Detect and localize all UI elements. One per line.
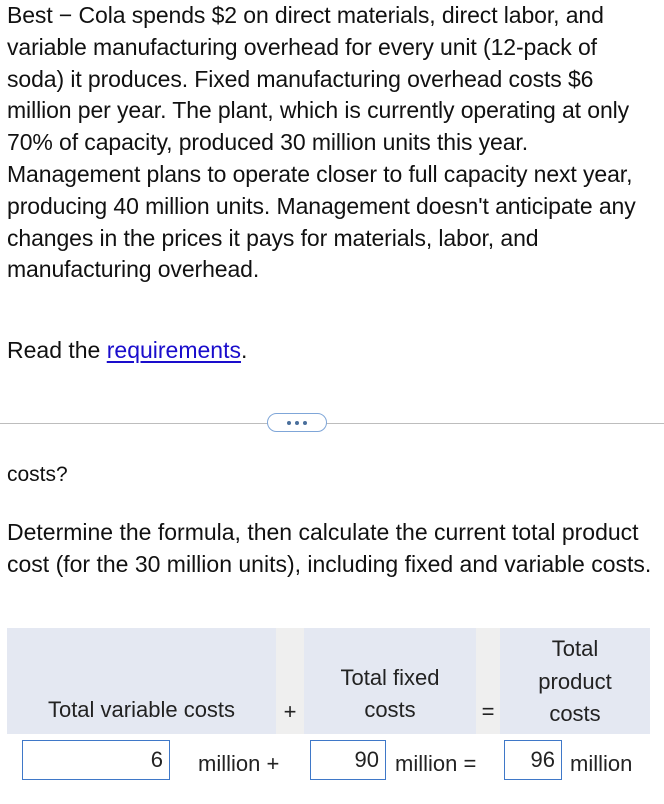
requirements-link[interactable]: requirements	[106, 337, 241, 363]
header-plus-operator: +	[283, 699, 297, 724]
header-total-variable-costs: Total variable costs	[47, 697, 236, 722]
header-total-fixed-costs-line1: Total fixed	[340, 665, 440, 690]
million-plus-label: million +	[198, 751, 280, 776]
more-dot-icon	[287, 421, 291, 425]
header-equals-operator: =	[481, 699, 495, 724]
truncated-question-text: costs?	[7, 463, 68, 486]
more-dot-icon	[303, 421, 307, 425]
header-total-product-costs-line1: Total	[551, 636, 599, 661]
more-dot-icon	[295, 421, 299, 425]
read-requirements-line	[7, 334, 247, 366]
read-prefix: Read the	[7, 337, 107, 363]
instruction-text: Determine the formula, then calculate the current total product cost (for the 30 million units), including fixed and variable costs.	[7, 519, 652, 577]
fixed-costs-input[interactable]: 90	[310, 740, 386, 780]
header-total-fixed-costs-line2: costs	[364, 697, 416, 722]
cost-formula-table	[0, 628, 664, 804]
expand-more-button[interactable]	[267, 413, 327, 432]
section-divider	[0, 423, 664, 424]
million-equals-label: million =	[395, 751, 477, 776]
header-total-product-costs-line3: costs	[549, 701, 601, 726]
variable-costs-input[interactable]: 6	[22, 740, 170, 780]
million-label: million	[570, 751, 633, 776]
header-total-product-costs-line2: product	[538, 669, 612, 694]
total-product-costs-input[interactable]: 96	[504, 740, 562, 780]
problem-statement: Best − Cola spends $2 on direct materials, direct labor, and variable manufacturing overhead for every unit (12-pack of soda) it produces. Fixed manufacturing overhead costs $6 million per year. The plant, which is currently operating at only 70% of capacity, produced 30 million units this year. Management plans to operate closer to full capacity next year, producing 40 million units. Management doesn't anticipate any changes in the prices it pays for materials, labor, and manufacturing overhead.	[7, 2, 636, 283]
read-suffix: .	[240, 337, 248, 363]
